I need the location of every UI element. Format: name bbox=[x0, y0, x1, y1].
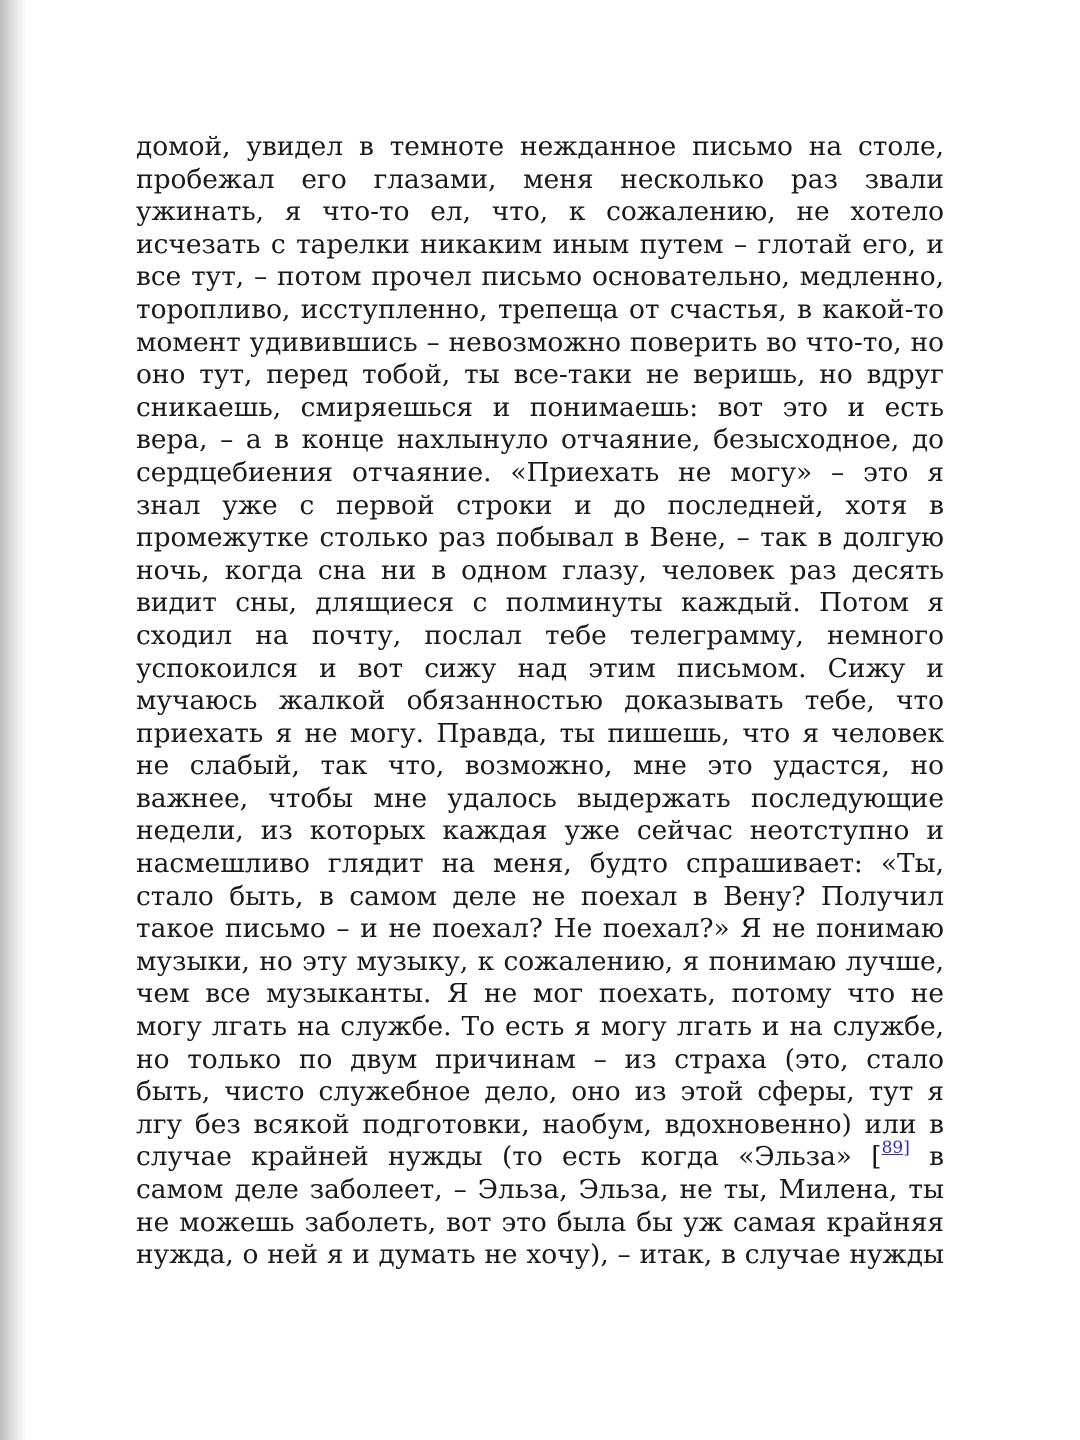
text-line: нужда, о ней я и думать не хочу), – итак, в случае нужды bbox=[136, 1239, 944, 1271]
text-line: лгу без всякой подготовки, наобум, вдохновенно) или в bbox=[136, 1108, 944, 1140]
text-line: чем все музыканты. Я не мог поехать, потому что не bbox=[136, 978, 944, 1010]
text-line: ночь, когда сна ни в одном глазу, человек раз десять bbox=[136, 554, 944, 586]
text-line: такое письмо – и не поехал? Не поехал?» Я не понимаю bbox=[136, 913, 944, 945]
text-line: знал уже с первой строки и до последней, хотя в bbox=[136, 489, 944, 521]
text-line: торопливо, исступленно, трепеща от счастья, в какой-то bbox=[136, 293, 944, 325]
text-line: все тут, – потом прочел письмо основательно, медленно, bbox=[136, 261, 944, 293]
text-line: могу лгать на службе. То есть я могу лгать и на службе, bbox=[136, 1011, 944, 1043]
text-line: промежутке столько раз побывал в Вене, – так в долгую bbox=[136, 522, 944, 554]
text-line: быть, чисто служебное дело, оно из этой сферы, тут я bbox=[136, 1076, 944, 1108]
text-line: сникаешь, смиряешься и понимаешь: вот это и есть bbox=[136, 391, 944, 423]
text-line: не можешь заболеть, вот это была бы уж самая крайняя bbox=[136, 1206, 944, 1238]
text-line: домой, увидел в темноте нежданное письмо на столе, bbox=[136, 131, 944, 162]
text-line: успокоился и вот сижу над этим письмом. Сижу и bbox=[136, 652, 944, 684]
text-line: момент удивившись – невозможно поверить во что-то, но bbox=[136, 326, 944, 358]
text-line: видит сны, длящиеся с полминуты каждый. Потом я bbox=[136, 587, 944, 619]
text-line: приехать я не могу. Правда, ты пишешь, что я человек bbox=[136, 717, 944, 749]
text-line: ужинать, я что-то ел, что, к сожалению, не хотело bbox=[136, 196, 944, 228]
text-line: насмешливо глядит на меня, будто спрашивает: «Ты, bbox=[136, 848, 944, 880]
footnote-line-before: случае крайней нужды (то есть когда «Эльза» [ bbox=[136, 1141, 882, 1173]
text-line: вера, – а в конце нахлынуло отчаяние, безысходное, до bbox=[136, 424, 944, 456]
text-line: сходил на почту, послал тебе телеграмму, немного bbox=[136, 619, 944, 651]
footnote-link[interactable]: 89] bbox=[881, 1138, 910, 1159]
text-line: исчезать с тарелки никаким иным путем – глотай его, и bbox=[136, 228, 944, 260]
text-line-with-footnote bbox=[136, 1138, 944, 1174]
text-line: оно тут, перед тобой, ты все-таки не веришь, но вдруг bbox=[136, 359, 944, 391]
text-line: самом деле заболеет, – Эльза, Эльза, не ты, Милена, ты bbox=[136, 1174, 944, 1205]
text-line: сердцебиения отчаяние. «Приехать не могу» – это я bbox=[136, 456, 944, 488]
footnote-line-after: в bbox=[909, 1141, 944, 1173]
text-line: стало быть, в самом деле не поехал в Вену? Получил bbox=[136, 880, 944, 912]
page-spine-shadow bbox=[0, 0, 26, 1440]
text-line: музыки, но эту музыку, к сожалению, я понимаю лучше, bbox=[136, 945, 944, 977]
text-line: важнее, чтобы мне удалось выдержать последующие bbox=[136, 782, 944, 814]
text-line: мучаюсь жалкой обязанностью доказывать тебе, что bbox=[136, 685, 944, 717]
text-line: не слабый, так что, возможно, мне это удастся, но bbox=[136, 750, 944, 782]
text-line: недели, из которых каждая уже сейчас неотступно и bbox=[136, 815, 944, 847]
text-line: но только по двум причинам – из страха (это, стало bbox=[136, 1043, 944, 1075]
book-text bbox=[136, 131, 944, 1272]
text-line: пробежал его глазами, меня несколько раз звали bbox=[136, 163, 944, 195]
